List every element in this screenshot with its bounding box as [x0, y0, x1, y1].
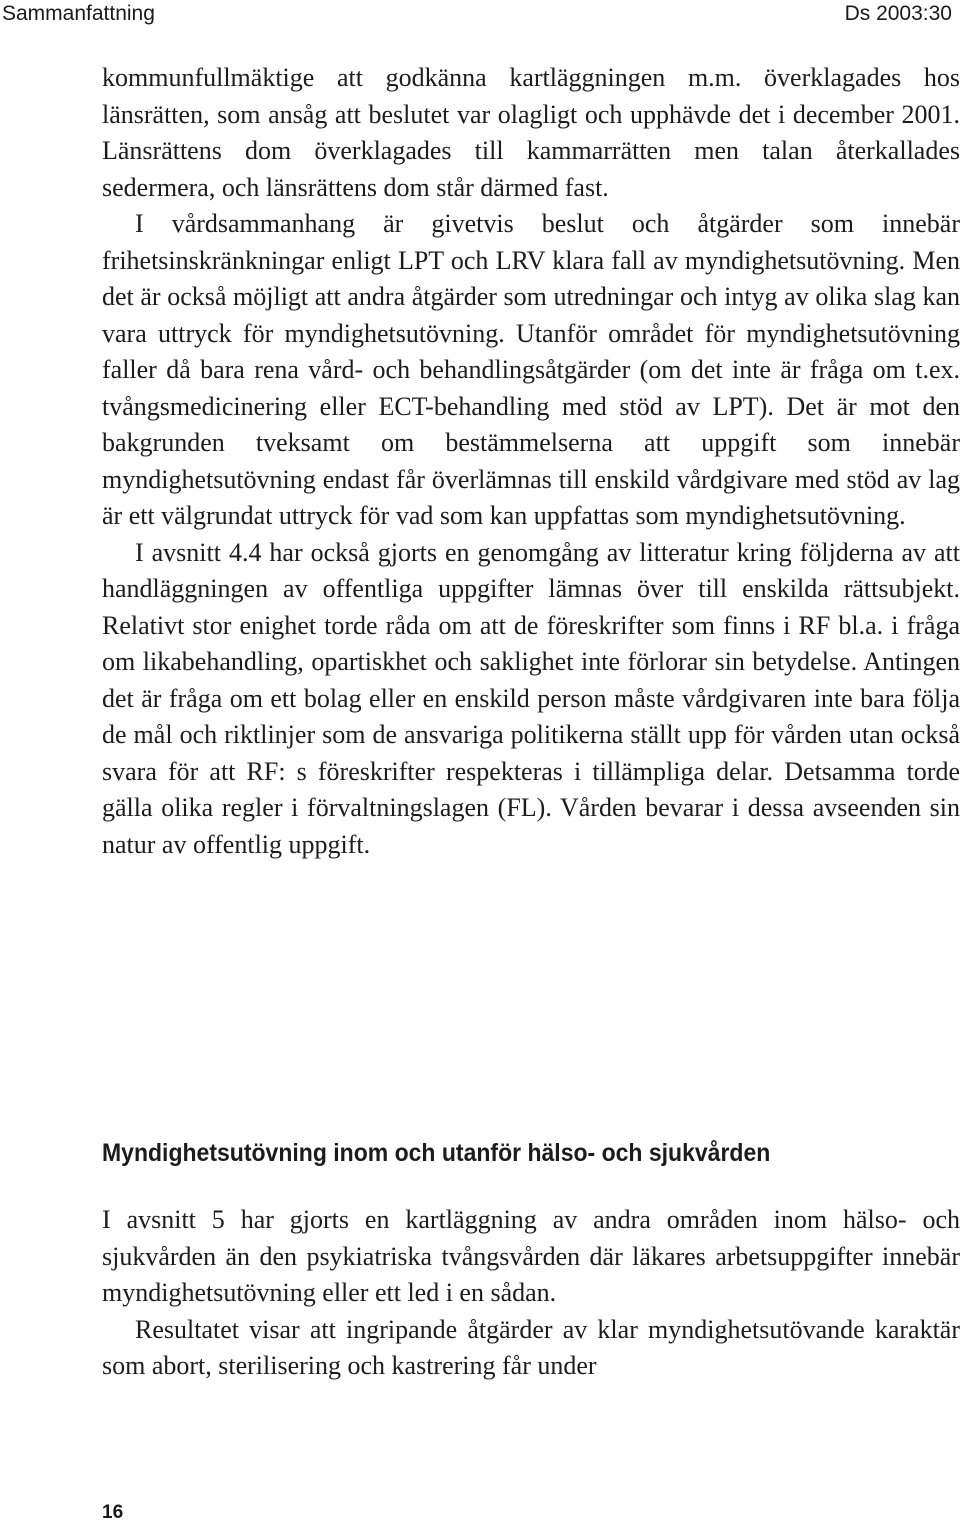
paragraph: I vårdsammanhang är givetvis beslut och åtgärder som innebär frihetsinskränkningar enligt LPT och LRV klara fall av myndighetsutövning. Men det är också möjligt att andra åtgärder som utredningar och intyg av olika slag kan vara uttryck för myndighetsutövning. Utanför området för myndighetsutövning faller då bara rena vård- och behandlingsåtgärder (om det inte är fråga om t.ex. tvångsmedicinering eller ECT-behandling med stöd av LPT). Det är mot den bakgrunden tveksamt om bestämmelserna att uppgift som innebär myndighetsutövning endast får överlämnas till enskild vårdgivare med stöd av lag är ett välgrundat uttryck för vad som kan uppfattas som myndighetsutövning. [102, 209, 960, 530]
running-header-document-id: Ds 2003:30 [844, 2, 952, 25]
paragraph: I avsnitt 4.4 har också gjorts en genomgång av litteratur kring följderna av att handläggningen av offentliga uppgifter lämnas över till enskilda rättsubjekt. Relativt stor enighet torde råda om att de föreskrifter som finns i RF bl.a. i fråga om likabehandling, opartiskhet och saklighet inte förlorar sin betydelse. Antingen det är fråga om ett bolag eller en enskild person måste vårdgivaren inte bara följa de mål och riktlinjer som de ansvariga politikerna ställt upp för vården utan också svara för att RF: s föreskrifter respekteras i tillämpliga delar. Detsamma torde gälla olika regler i förvaltningslagen (FL). Vården bevarar i dessa avseenden sin natur av offentlig uppgift. [102, 537, 960, 859]
page-number: 16 [102, 1502, 124, 1523]
paragraph: kommunfullmäktige att godkänna kartläggningen m.m. överklagades hos länsrätten, som ansåg att beslutet var olagligt och upphävde det i december 2001. Länsrättens dom överklagades till kammarrätten men talan återkallades sedermera, och länsrättens dom står därmed fast. [102, 63, 960, 202]
section-text-block [102, 1202, 960, 1385]
section-heading: Myndighetsutövning inom och utanför hälso- och sjukvården [102, 1139, 771, 1167]
running-header-section-title: Sammanfattning [2, 2, 155, 25]
body-text-block [102, 60, 960, 863]
paragraph: Resultatet visar att ingripande åtgärder av klar myndighetsutövande karaktär som abort, sterilisering och kastrering får under [102, 1314, 960, 1380]
paragraph: I avsnitt 5 har gjorts en kartläggning av andra områden inom hälso- och sjukvården än den psykiatriska tvångsvården där läkares arbetsuppgifter innebär myndighetsutövning eller ett led i en sådan. [102, 1205, 960, 1307]
